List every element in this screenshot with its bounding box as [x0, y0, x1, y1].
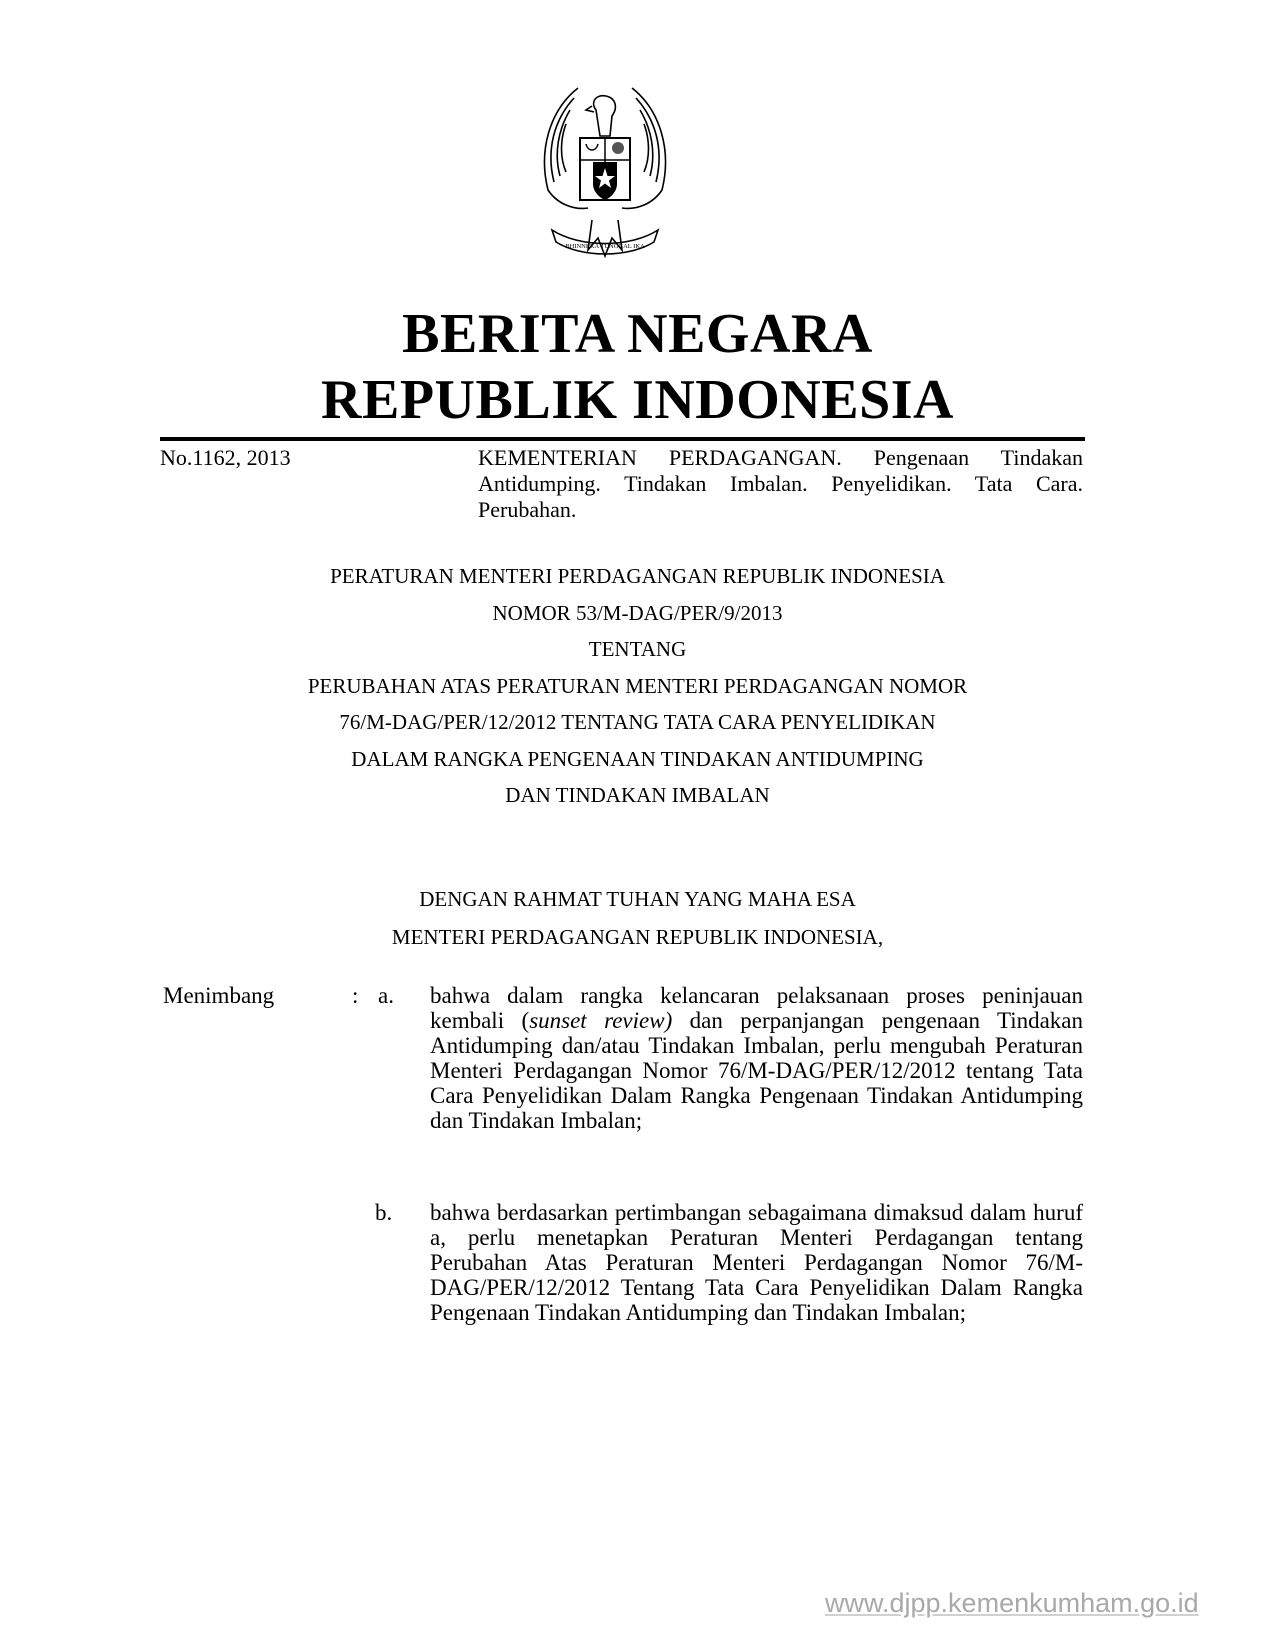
item-text-italic: sunset review) [529, 1008, 673, 1033]
opening-line: MENTERI PERDAGANGAN REPUBLIK INDONESIA, [391, 925, 884, 949]
watermark-link[interactable]: www.djpp.kemenkumham.go.id [825, 1588, 1199, 1618]
considerations-label: Menimbang [163, 983, 275, 1008]
opening-formula [0, 880, 1275, 956]
regulation-subject-line: DALAM RANGKA PENGENAAN TINDAKAN ANTIDUMPING [351, 746, 924, 771]
gazette-subtitle: REPUBLIK INDONESIA [321, 369, 954, 431]
item-text: dan perpanjangan pengenaan Tindakan Antidumping dan/atau Tindakan Imbalan, perlu mengubah Peraturan Menteri Perdagangan Nomor 76/M-DAG/PER/12/2012 tentang Tata Cara Penyelidikan Dalam Rangka Pengenaan Tindakan Antidumping dan Tindakan Imbalan; [430, 1008, 1084, 1133]
gazette-title: BERITA NEGARA [402, 303, 873, 365]
regulation-heading [0, 558, 1275, 814]
item-marker: b. [375, 1200, 393, 1225]
header-divider [160, 437, 1085, 441]
consideration-item [430, 983, 1083, 1133]
regulation-subject-line: PERUBAHAN ATAS PERATURAN MENTERI PERDAGANGAN NOMOR [307, 673, 968, 698]
consideration-item: bahwa berdasarkan pertimbangan sebagaimana dimaksud dalam huruf a, perlu menetapkan Peraturan Menteri Perdagangan tentang Perubahan Atas Peraturan Menteri Perdagangan Nomor 76/M-DAG/PER/12/2012 Tentang Tata Cara Penyelidikan Dalam Rangka Pengenaan Tindakan Antidumping dan Tindakan Imbalan; [430, 1200, 1083, 1325]
regulation-number: NOMOR 53/M-DAG/PER/9/2013 [492, 600, 783, 625]
regulation-subject-line: 76/M-DAG/PER/12/2012 TENTANG TATA CARA PENYELIDIKAN [339, 710, 936, 734]
emblem-motto: BHINNEKA TUNGGAL IKA [565, 243, 645, 250]
item-marker: a. [378, 983, 394, 1008]
item-text: bahwa dalam rangka kelancaran pelaksanaan proses peninjauan kembali ( [430, 983, 1083, 1033]
regulation-about: TENTANG [588, 637, 687, 661]
gazette-description: KEMENTERIAN PERDAGANGAN. Pengenaan Tindakan Antidumping. Tindakan Imbalan. Penyelidikan. Tata Cara. Perubahan. [478, 445, 1083, 522]
opening-line: DENGAN RAHMAT TUHAN YANG MAHA ESA [419, 887, 856, 911]
regulation-subject-line: DAN TINDAKAN IMBALAN [505, 783, 770, 807]
gazette-number: No.1162, 2013 [160, 445, 291, 470]
regulation-title: PERATURAN MENTERI PERDAGANGAN REPUBLIK INDONESIA [330, 564, 945, 588]
garuda-emblem-icon [530, 80, 680, 275]
considerations-colon: : [352, 983, 359, 1008]
